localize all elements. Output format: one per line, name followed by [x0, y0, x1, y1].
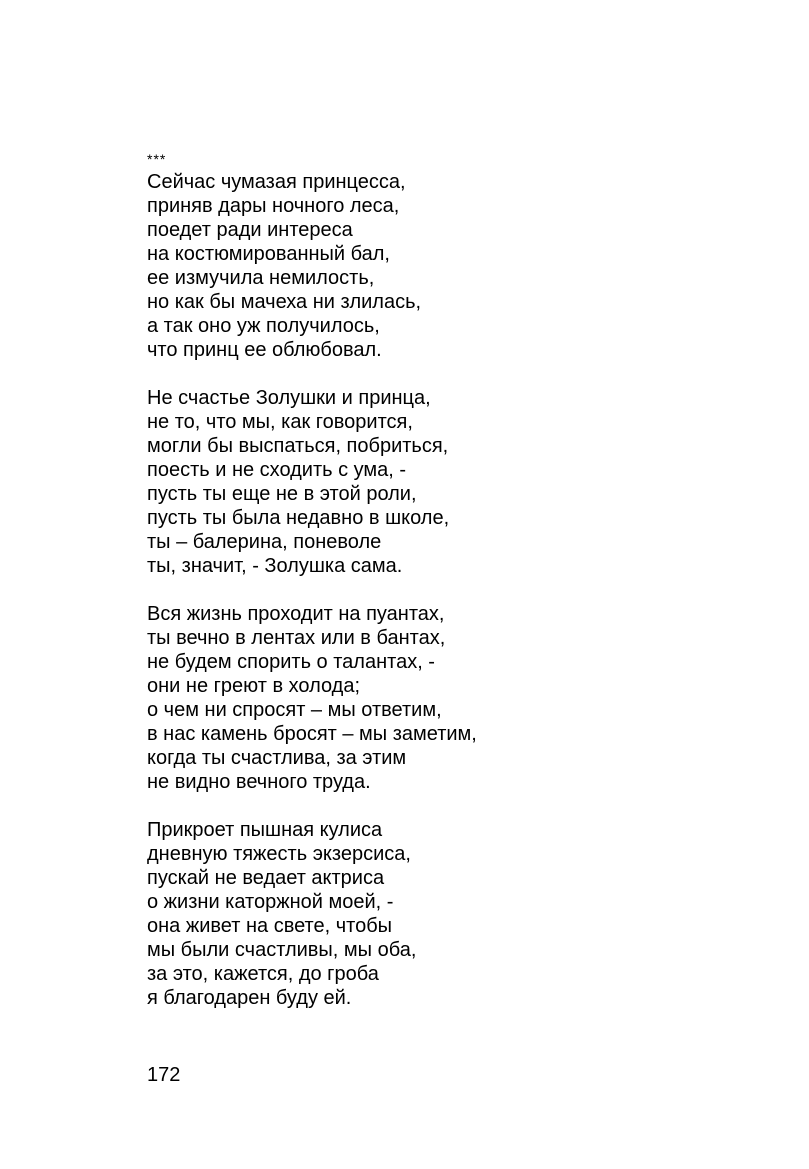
poem-line: Вся жизнь проходит на пуантах,: [147, 603, 445, 625]
poem-line: когда ты счастлива, за этим: [147, 747, 407, 769]
stanza-4: [147, 818, 787, 1010]
poem-line: не видно вечного труда.: [147, 771, 371, 793]
stanza-1: [147, 170, 787, 362]
poem-line: ты вечно в лентах или в бантах,: [147, 627, 446, 649]
section-marker: ***: [147, 151, 167, 167]
poem-line: но как бы мачеха ни злилась,: [147, 291, 422, 313]
poem-line: приняв дары ночного леса,: [147, 195, 400, 217]
poem-line: Прикроет пышная кулиса: [147, 819, 383, 841]
poem-line: на костюмированный бал,: [147, 243, 390, 265]
poem-line: мы были счастливы, мы оба,: [147, 939, 417, 961]
stanza-3: [147, 602, 787, 794]
poem-line: Не счастье Золушки и принца,: [147, 387, 431, 409]
stanza-2: [147, 386, 787, 578]
poem-line: за это, кажется, до гроба: [147, 963, 379, 985]
poem-line: пусть ты была недавно в школе,: [147, 507, 450, 529]
poem-line: не то, что мы, как говорится,: [147, 411, 413, 433]
poem-line: дневную тяжесть экзерсиса,: [147, 843, 411, 865]
page-number: 172: [147, 1064, 181, 1086]
poem-line: я благодарен буду ей.: [147, 987, 352, 1009]
poem-line: пускай не ведает актриса: [147, 867, 385, 889]
poem-line: поедет ради интереса: [147, 219, 353, 241]
poem-line: что принц ее облюбовал.: [147, 339, 382, 361]
poem-line: она живет на свете, чтобы: [147, 915, 393, 937]
poem: [147, 148, 787, 1010]
poem-line: могли бы выспаться, побриться,: [147, 435, 449, 457]
poem-line: Сейчас чумазая принцесса,: [147, 171, 406, 193]
poem-line: о жизни каторжной моей, -: [147, 891, 394, 913]
poem-line: ты – балерина, поневоле: [147, 531, 382, 553]
poem-line: ты, значит, - Золушка сама.: [147, 555, 403, 577]
poem-line: пусть ты еще не в этой роли,: [147, 483, 417, 505]
poem-line: ее измучила немилость,: [147, 267, 375, 289]
poem-line: не будем спорить о талантах, -: [147, 651, 435, 673]
poem-line: поесть и не сходить с ума, -: [147, 459, 407, 481]
poem-line: они не греют в холода;: [147, 675, 361, 697]
poem-line: в нас камень бросят – мы заметим,: [147, 723, 477, 745]
poem-line: а так оно уж получилось,: [147, 315, 380, 337]
poem-line: о чем ни спросят – мы ответим,: [147, 699, 442, 721]
